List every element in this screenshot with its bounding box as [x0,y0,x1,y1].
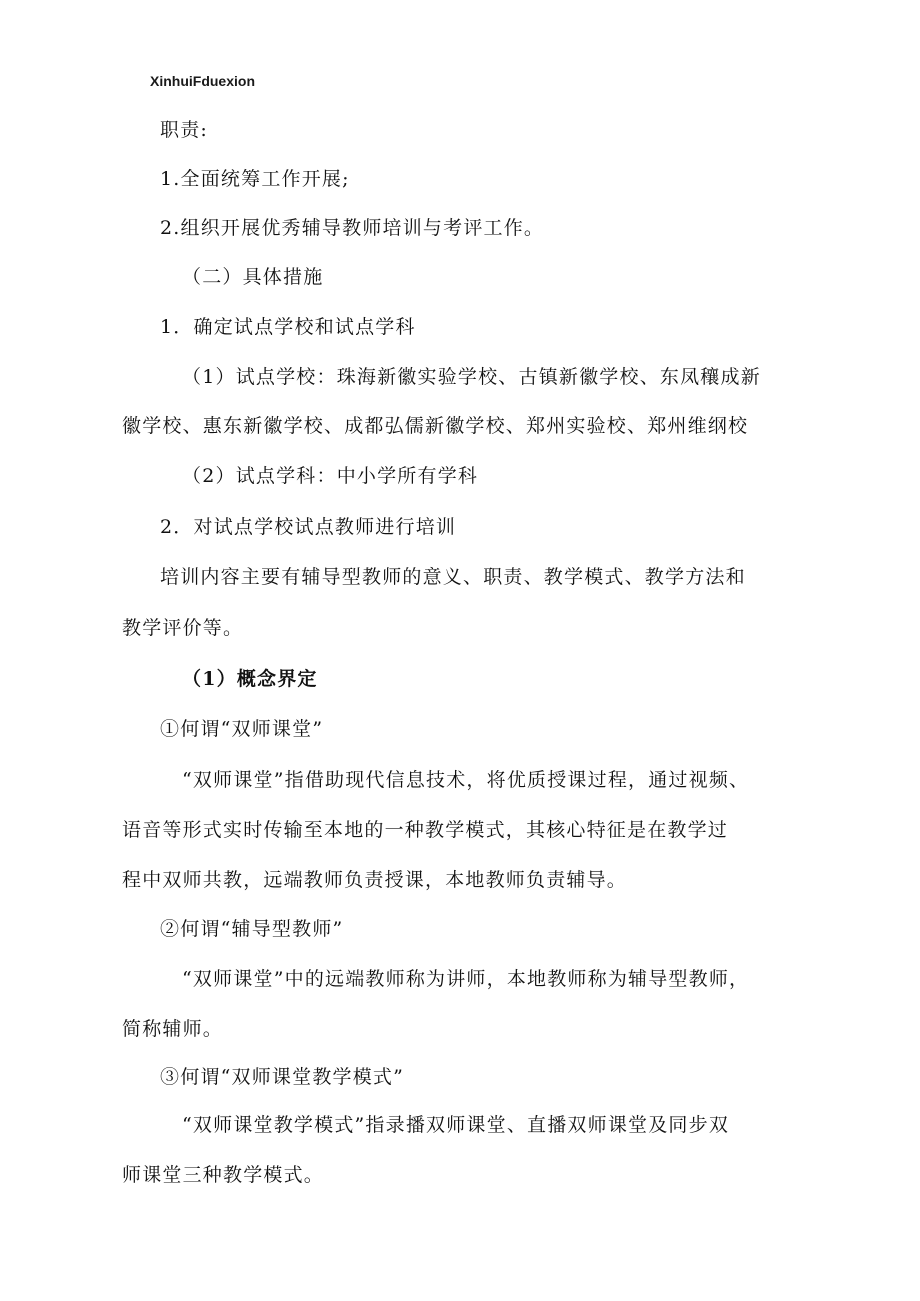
definition-3-line-2: 师课堂三种教学模式。 [122,1164,325,1186]
measure-item-2: 2．对试点学校试点教师进行培训 [160,516,457,538]
duty-item-2: 2.组织开展优秀辅导教师培训与考评工作。 [160,217,545,239]
concept-heading: （1）概念界定 [182,668,318,690]
definition-2-title: ②何谓“辅导型教师” [160,918,344,940]
page-header: XinhuiFduexion [150,73,255,89]
training-content-line-1: 培训内容主要有辅导型教师的意义、职责、教学模式、教学方法和 [160,566,746,588]
pilot-schools-line-2: 徽学校、惠东新徽学校、成都弘儒新徽学校、郑州实验校、郑州维纲校 [122,415,749,437]
definition-1-title: ①何谓“双师课堂” [160,718,324,740]
section-heading: （二）具体措施 [182,266,324,288]
pilot-subjects: （2）试点学科：中小学所有学科 [182,465,479,487]
pilot-schools-line-1: （1）试点学校：珠海新徽实验学校、古镇新徽学校、东凤穰成新 [182,366,761,388]
definition-1-line-3: 程中双师共教，远端教师负责授课，本地教师负责辅导。 [122,869,628,891]
training-content-line-2: 教学评价等。 [122,617,244,639]
definition-3-line-1: “双师课堂教学模式”指录播双师课堂、直播双师课堂及同步双 [182,1114,730,1136]
definition-1-line-2: 语音等形式实时传输至本地的一种教学模式，其核心特征是在教学过 [122,819,729,841]
definition-3-title: ③何谓“双师课堂教学模式” [160,1066,405,1088]
definition-1-line-1: “双师课堂”指借助现代信息技术，将优质授课过程，通过视频、 [182,769,750,791]
measure-item-1: 1．确定试点学校和试点学科 [160,316,416,338]
definition-2-line-2: 简称辅师。 [122,1018,224,1040]
duty-item-1: 1.全面统筹工作开展; [160,168,350,190]
definition-2-line-1: “双师课堂”中的远端教师称为讲师，本地教师称为辅导型教师， [182,968,750,990]
duties-label: 职责: [160,119,209,141]
